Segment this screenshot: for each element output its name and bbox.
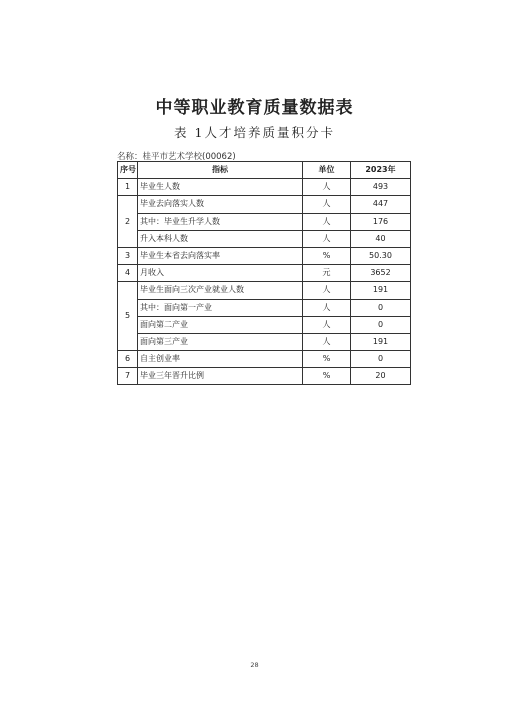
row-index: 1 bbox=[118, 179, 138, 196]
row-indicator: 升入本科人数 bbox=[138, 230, 303, 247]
table-row bbox=[118, 368, 411, 385]
row-value: 0 bbox=[351, 299, 411, 316]
table-row bbox=[118, 351, 411, 368]
row-unit: 人 bbox=[303, 179, 351, 196]
row-unit: % bbox=[303, 247, 351, 264]
header-unit: 单位 bbox=[303, 162, 351, 179]
table-row bbox=[118, 230, 411, 247]
row-value: 20 bbox=[351, 368, 411, 385]
row-indicator: 毕业去向落实人数 bbox=[138, 196, 303, 213]
table-row bbox=[118, 333, 411, 350]
row-indicator: 其中：面向第一产业 bbox=[138, 299, 303, 316]
row-value: 0 bbox=[351, 351, 411, 368]
row-indicator: 毕业生人数 bbox=[138, 179, 303, 196]
scorecard-table bbox=[117, 161, 411, 385]
table-row bbox=[118, 247, 411, 264]
row-index: 4 bbox=[118, 265, 138, 282]
row-value: 191 bbox=[351, 333, 411, 350]
row-unit: 人 bbox=[303, 333, 351, 350]
table-row bbox=[118, 213, 411, 230]
document-title: 中等职业教育质量数据表 bbox=[155, 98, 354, 118]
row-indicator: 毕业生面向三次产业就业人数 bbox=[138, 282, 303, 299]
row-index: 5 bbox=[118, 282, 138, 351]
row-index: 3 bbox=[118, 247, 138, 264]
header-index: 序号 bbox=[118, 162, 138, 179]
row-index: 7 bbox=[118, 368, 138, 385]
row-unit: 元 bbox=[303, 265, 351, 282]
school-name: 名称：桂平市艺术学校(00062) bbox=[117, 152, 236, 162]
row-indicator: 月收入 bbox=[138, 265, 303, 282]
table-row bbox=[118, 282, 411, 299]
table-row bbox=[118, 196, 411, 213]
row-unit: 人 bbox=[303, 230, 351, 247]
row-value: 40 bbox=[351, 230, 411, 247]
row-value: 176 bbox=[351, 213, 411, 230]
row-indicator: 毕业三年晋升比例 bbox=[138, 368, 303, 385]
row-unit: 人 bbox=[303, 299, 351, 316]
row-indicator: 面向第三产业 bbox=[138, 333, 303, 350]
header-indicator: 指标 bbox=[138, 162, 303, 179]
row-indicator: 毕业生本省去向落实率 bbox=[138, 247, 303, 264]
row-unit: 人 bbox=[303, 316, 351, 333]
row-value: 3652 bbox=[351, 265, 411, 282]
header-year: 2023年 bbox=[351, 162, 411, 179]
row-unit: 人 bbox=[303, 196, 351, 213]
row-index: 2 bbox=[118, 196, 138, 248]
row-indicator: 其中：毕业生升学人数 bbox=[138, 213, 303, 230]
row-indicator: 自主创业率 bbox=[138, 351, 303, 368]
row-unit: % bbox=[303, 351, 351, 368]
table-row bbox=[118, 299, 411, 316]
row-unit: % bbox=[303, 368, 351, 385]
table-row bbox=[118, 179, 411, 196]
page-number: 28 bbox=[250, 661, 259, 669]
table-row bbox=[118, 265, 411, 282]
row-index: 6 bbox=[118, 351, 138, 368]
row-value: 447 bbox=[351, 196, 411, 213]
row-unit: 人 bbox=[303, 282, 351, 299]
table-header-row bbox=[118, 162, 411, 179]
table-caption: 表 1人才培养质量积分卡 bbox=[174, 125, 335, 140]
table-row bbox=[118, 316, 411, 333]
row-indicator: 面向第二产业 bbox=[138, 316, 303, 333]
row-value: 493 bbox=[351, 179, 411, 196]
row-value: 0 bbox=[351, 316, 411, 333]
row-unit: 人 bbox=[303, 213, 351, 230]
row-value: 50.30 bbox=[351, 247, 411, 264]
row-value: 191 bbox=[351, 282, 411, 299]
